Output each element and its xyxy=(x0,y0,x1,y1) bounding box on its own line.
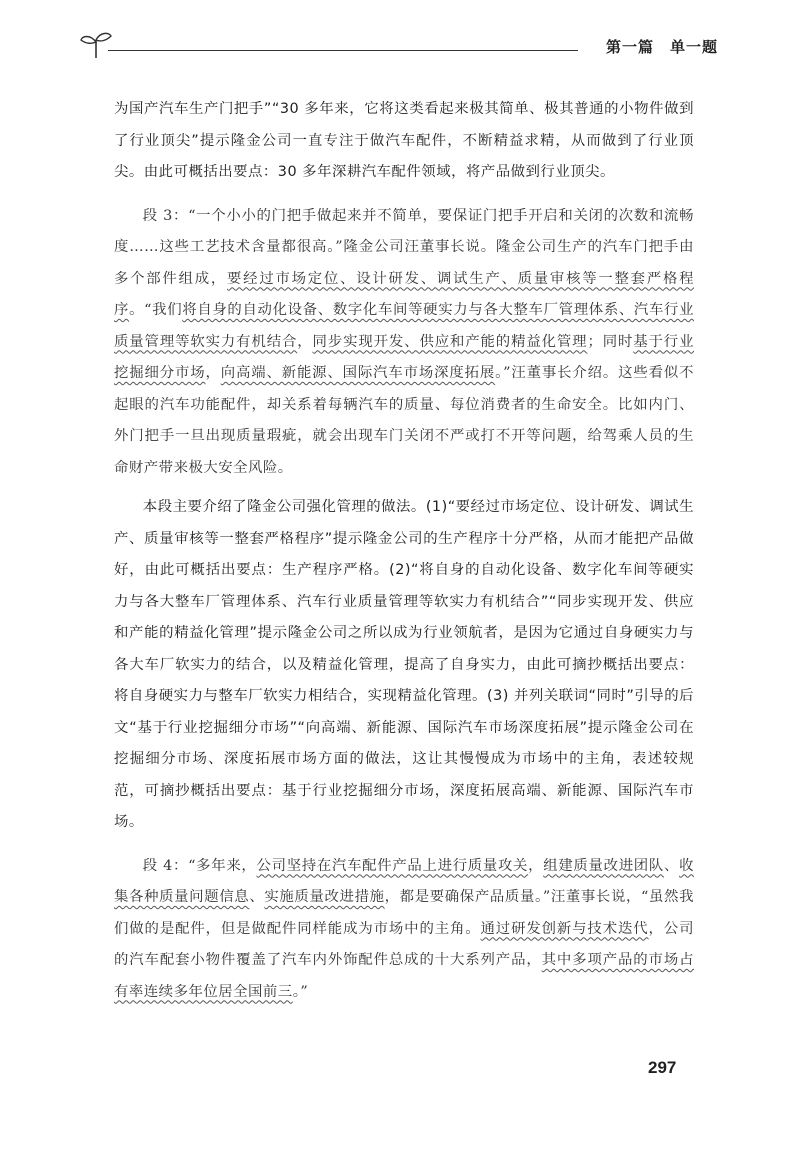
sprout-icon xyxy=(78,30,114,60)
running-header xyxy=(78,30,718,66)
page-number: 297 xyxy=(648,1058,677,1077)
paragraph-analysis-1: 为国产汽车生产门把手”“30 多年来，它将这类看起来极其简单、极其普通的小物件做到了行业顶尖”提示隆金公司一直专注于做汽车配件，不断精益求精，从而做到了行业顶尖。由此可概括出要点：30 多年深耕汽车配件领域，将产品做到行业顶尖。 xyxy=(114,101,694,180)
header-rule xyxy=(108,50,578,51)
section-title: 第一篇 单一题 xyxy=(605,38,718,56)
paragraph-quote-3: 段 3：“一个小小的门把手做起来并不简单，要保证门把手开启和关闭的次数和流畅度……这些工艺技术含量都很高。”隆金公司汪董事长说。隆金公司生产的汽车门把手由多个部件组成，要经过市场定位、设计研发、调试生产、质量审核等一整套严格程序。“我们将自身的自动化设备、数字化车间等硬实力与各大整车厂管理体系、汽车行业质量管理等软实力有机结合，同步实现开发、供应和产能的精益化管理；同时基于行业挖掘细分市场，向高端、新能源、国际汽车市场深度拓展。”汪董事长介绍。这些看似不起眼的汽车功能配件，却关系着每辆汽车的质量、每位消费者的生命安全。比如内门、外门把手一旦出现质量瑕疵，就会出现车门关闭不严或打不开等问题，给驾乘人员的生命财产带来极大安全风险。 xyxy=(114,207,694,476)
page-body xyxy=(114,94,694,1008)
paragraph-analysis-3: 本段主要介绍了隆金公司强化管理的做法。(1)“要经过市场定位、设计研发、调试生产、质量审核等一整套严格程序”提示隆金公司的生产程序十分严格，从而才能把产品做好，由此可概括出要点：生产程序严格。(2)“将自身的自动化设备、数字化车间等硬实力与各大整车厂管理体系、汽车行业质量管理等软实力有机结合”“同步实现开发、供应和产能的精益化管理”提示隆金公司之所以成为行业领航者，是因为它通过自身硬实力与各大车厂软实力的结合，以及精益化管理，提高了自身实力，由此可摘抄概括出要点：将自身硬实力与整车厂软实力相结合，实现精益化管理。(3) 并列关联词“同时”引导的后文“基于行业挖掘细分市场”“向高端、新能源、国际汽车市场深度拓展”提示隆金公司在挖掘细分市场、深度拓展市场方面的做法，这让其慢慢成为市场中的主角，表述较规范，可摘抄概括出要点：基于行业挖掘细分市场，深度拓展高端、新能源、国际汽车市场。 xyxy=(114,499,694,830)
paragraph-quote-4: 段 4：“多年来，公司坚持在汽车配件产品上进行质量攻关，组建质量改进团队、收集各种质量问题信息、实施质量改进措施，都是要确保产品质量。”汪董事长说，“虽然我们做的是配件，但是做配件同样能成为市场中的主角。通过研发创新与技术迭代，公司的汽车配套小物件覆盖了汽车内外饰配件总成的十大系列产品，其中多项产品的市场占有率连续多年位居全国前三。” xyxy=(114,857,694,1000)
